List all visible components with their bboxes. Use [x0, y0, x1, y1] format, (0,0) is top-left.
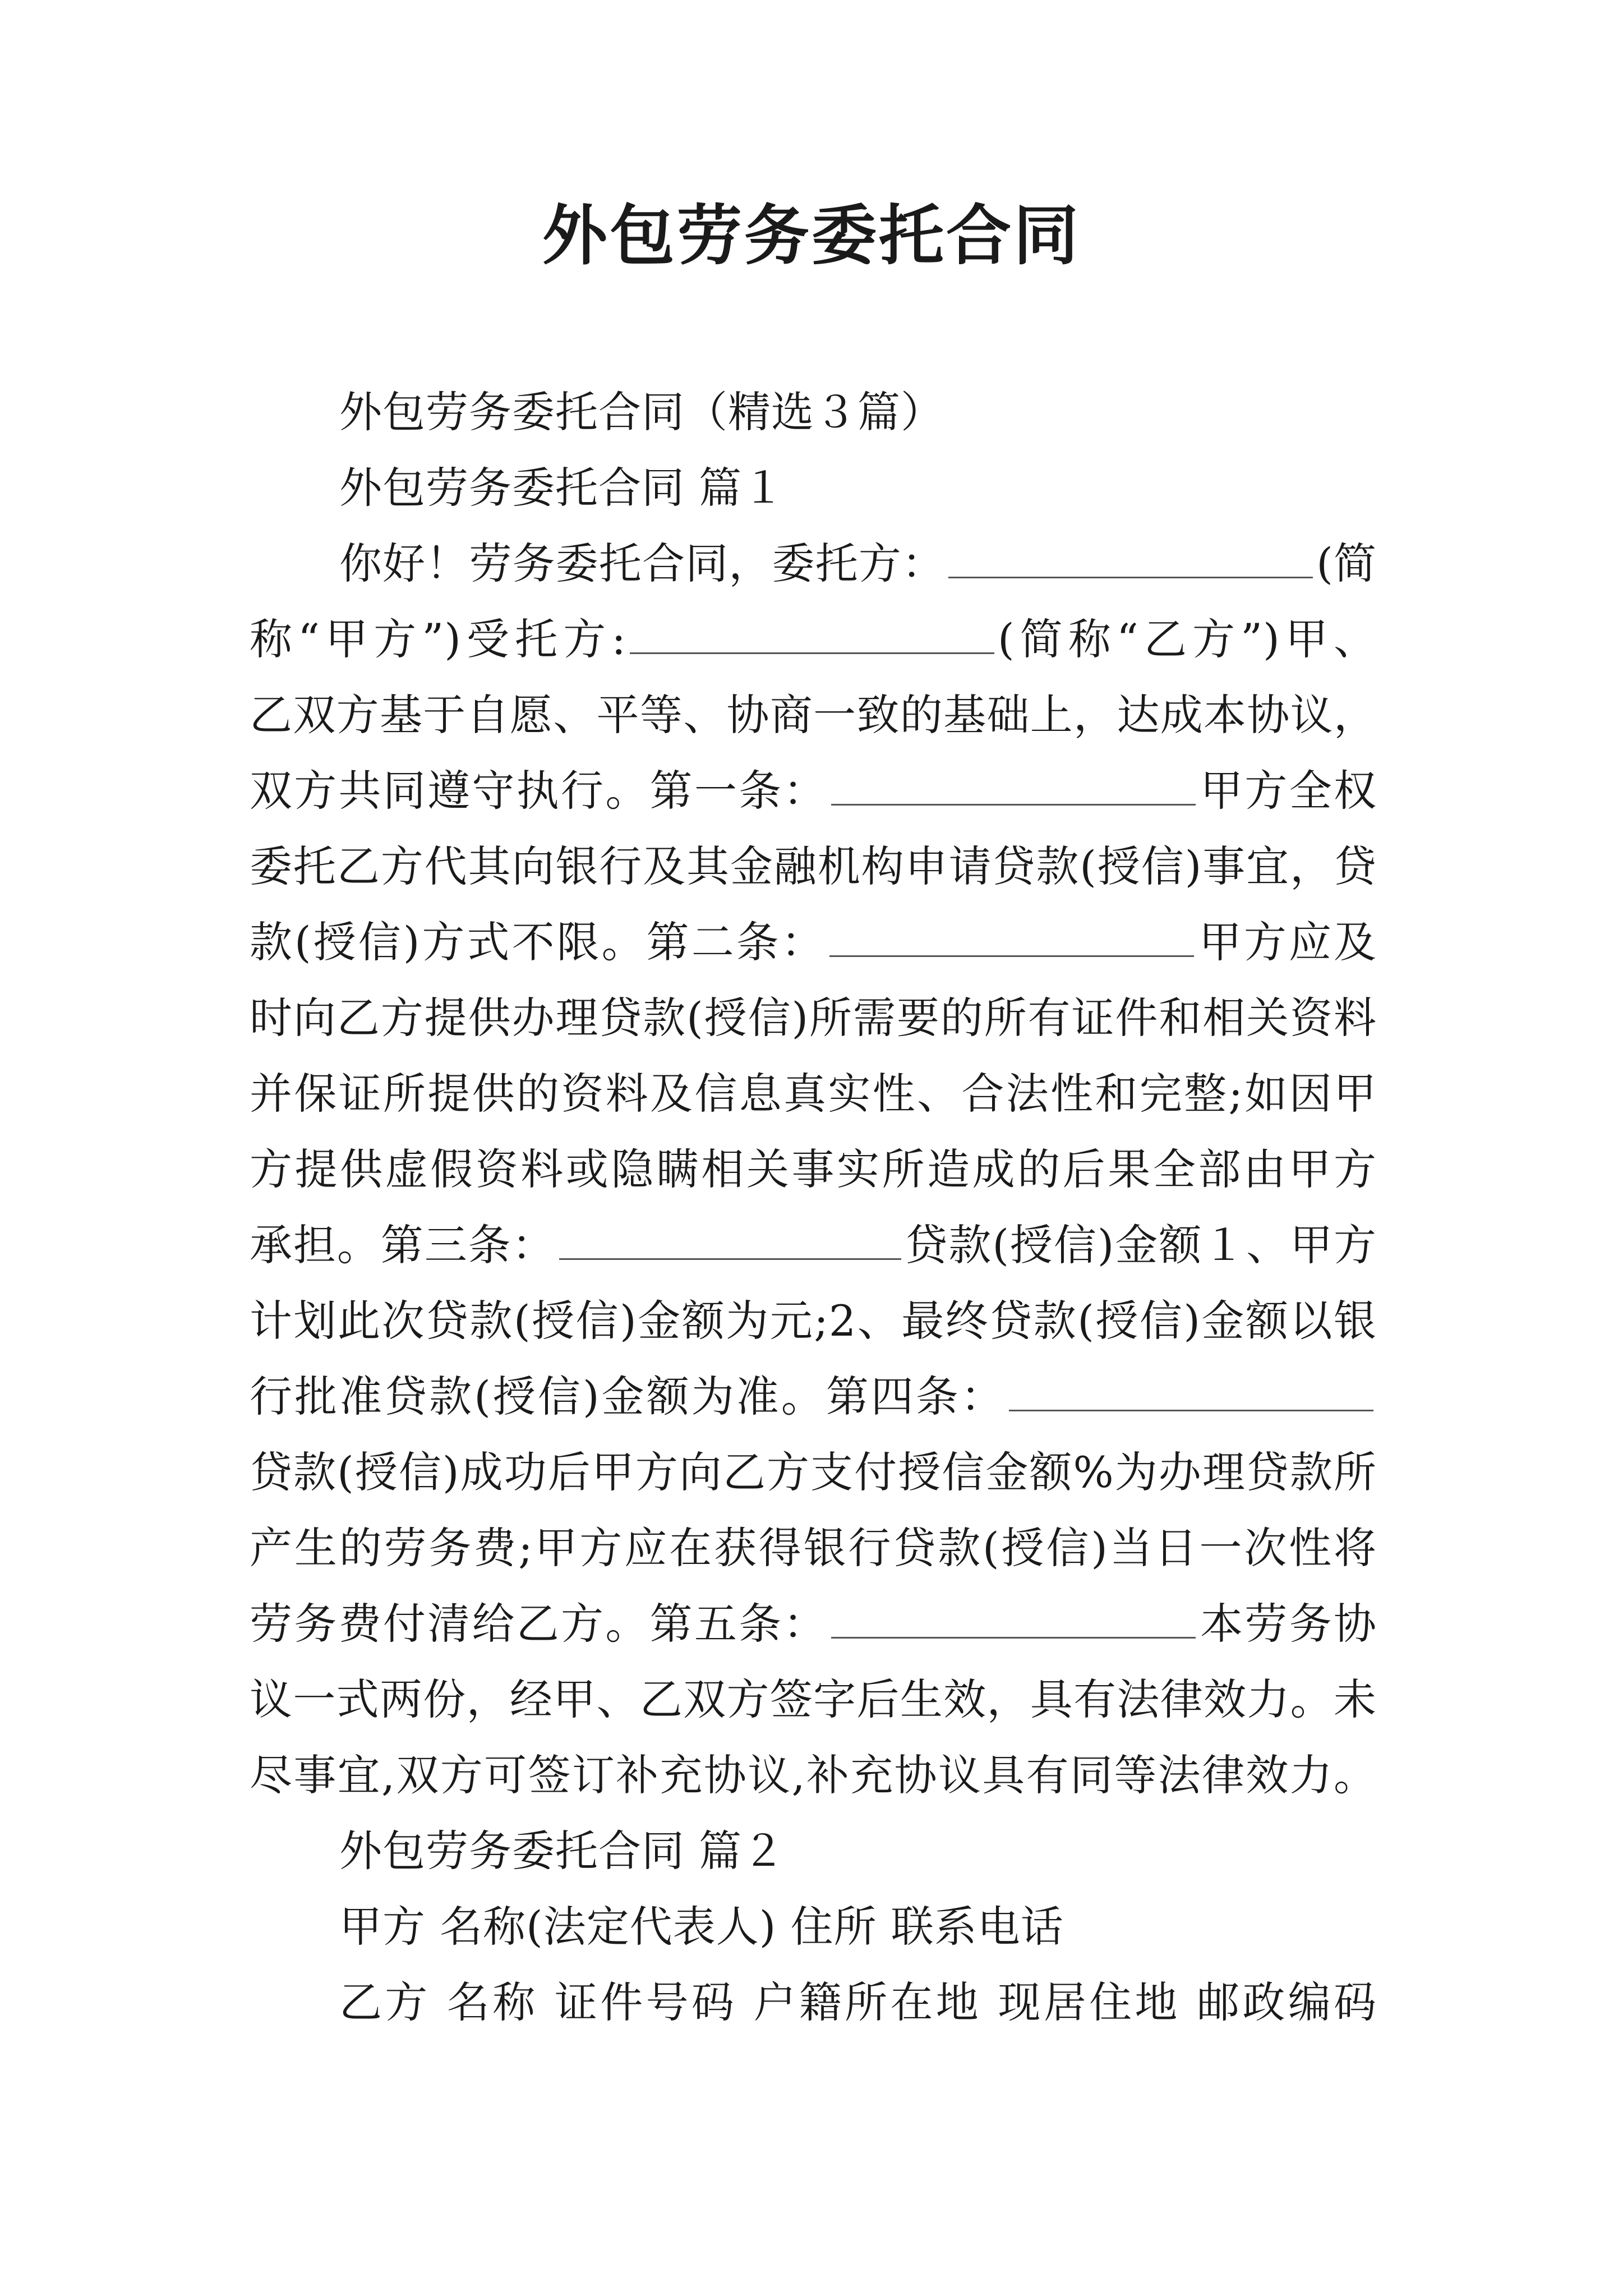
- body-text: 甲方应及: [1197, 917, 1377, 967]
- body-line-16: 议一式两份，经甲、乙双方签字后生效，具有法律效力。未: [250, 1674, 1377, 1724]
- body-line-10: [250, 1206, 1377, 1285]
- fill-blank: [831, 1598, 1196, 1639]
- body-line-2: [250, 600, 1377, 679]
- body-text: 本劳务协: [1198, 1599, 1377, 1649]
- party-a-line: 甲方 名称(法定代表人) 住所 联系电话: [339, 1902, 1064, 1952]
- body-line-5: 委托乙方代其向银行及其金融机构申请贷款(授信)事宜，贷: [250, 841, 1377, 891]
- body-line-8: 并保证所提供的资料及信息真实性、合法性和完整;如因甲: [250, 1069, 1377, 1119]
- body-line-3: 乙双方基于自愿、平等、协商一致的基础上，达成本协议，: [250, 690, 1377, 740]
- body-line-7: 时向乙方提供办理贷款(授信)所需要的所有证件和相关资料: [250, 993, 1377, 1043]
- body-text: 称“甲方”)受托方:: [250, 614, 626, 664]
- body-line-17: 尽事宜,双方可签订补充协议,补充协议具有同等法律效力。: [250, 1750, 1377, 1800]
- body-line-4: [250, 752, 1377, 830]
- body-line-6: [250, 903, 1377, 982]
- body-text: (简称“乙方”)甲、: [997, 614, 1377, 664]
- fill-blank: [829, 916, 1194, 957]
- body-text: 行批准贷款(授信)金额为准。第四条：: [250, 1372, 1006, 1421]
- document-title: 外包劳务委托合同: [542, 197, 1081, 274]
- fill-blank: [559, 1219, 901, 1260]
- fill-blank: [1009, 1370, 1373, 1411]
- body-line-11: 计划此次贷款(授信)金额为元;2、最终贷款(授信)金额以银: [250, 1296, 1377, 1346]
- party-b-line: 乙方 名称 证件号码 户籍所在地 现居住地 邮政编码: [339, 1977, 1377, 2027]
- section-heading-2: 外包劳务委托合同 篇２: [339, 1826, 786, 1876]
- section-heading-1: 外包劳务委托合同 篇１: [339, 463, 786, 513]
- document-subtitle: 外包劳务委托合同（精选３篇）: [339, 387, 944, 437]
- body-text: 甲方全权: [1198, 766, 1377, 816]
- body-line-13: 贷款(授信)成功后甲方向乙方支付授信金额%为办理贷款所: [250, 1447, 1377, 1497]
- body-text: 贷款(授信)金额１、甲方: [904, 1220, 1377, 1270]
- body-text: 款(授信)方式不限。第二条：: [250, 917, 826, 967]
- body-line-9: 方提供虚假资料或隐瞒相关事实所造成的后果全部由甲方: [250, 1144, 1377, 1194]
- body-text: 双方共同遵守执行。第一条：: [250, 766, 828, 816]
- body-line-1: [339, 524, 1377, 603]
- fill-blank: [948, 537, 1313, 578]
- body-text: 承担。第三条：: [250, 1220, 556, 1270]
- body-text: (简: [1316, 539, 1377, 588]
- body-text: 劳务费付清给乙方。第五条：: [250, 1599, 828, 1649]
- body-line-15: [250, 1585, 1377, 1663]
- fill-blank: [630, 613, 994, 654]
- body-text: 你好！劳务委托合同，委托方：: [339, 539, 946, 588]
- fill-blank: [831, 765, 1196, 806]
- body-line-12: [250, 1358, 1377, 1436]
- body-line-14: 产生的劳务费;甲方应在获得银行贷款(授信)当日一次性将: [250, 1523, 1377, 1573]
